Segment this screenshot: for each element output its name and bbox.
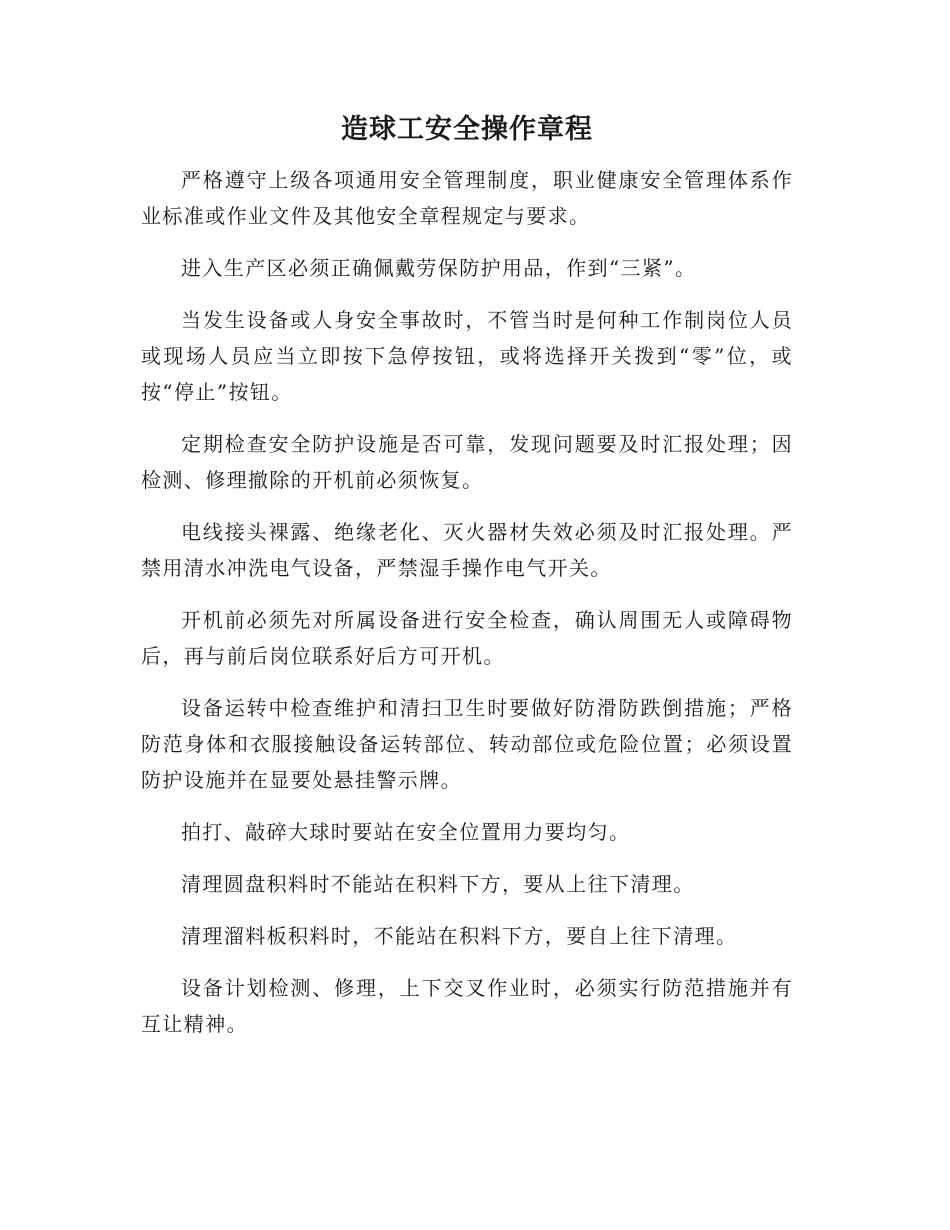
paragraph-3: 当发生设备或人身安全事故时，不管当时是何种工作制岗位人员或现场人员应当立即按下急停按钮，或将选择开关拨到“零”位，或按“停止”按钮。 [141,308,793,404]
document-title: 造球工安全操作章程 [341,114,593,145]
paragraph-8: 拍打、敲碎大球时要站在安全位置用力要均匀。 [181,820,631,844]
document-page [141,108,793,1058]
paragraph-4: 定期检查安全防护设施是否可靠，发现问题要及时汇报处理；因检测、修理撤除的开机前必须恢复。 [141,432,793,492]
paragraph-9: 清理圆盘积料时不能站在积料下方，要从上往下清理。 [181,872,695,896]
paragraph-5: 电线接头裸露、绝缘老化、灭火器材失效必须及时汇报处理。严禁用清水冲洗电气设备，严禁湿手操作电气开关。 [141,520,793,580]
paragraph-2: 进入生产区必须正确佩戴劳保防护用品，作到“三紧”。 [181,256,697,280]
paragraph-1: 严格遵守上级各项通用安全管理制度，职业健康安全管理体系作业标准或作业文件及其他安全章程规定与要求。 [141,168,793,228]
paragraph-6: 开机前必须先对所属设备进行安全检查，确认周围无人或障碍物后，再与前后岗位联系好后方可开机。 [141,608,793,668]
paragraph-7: 设备运转中检查维护和清扫卫生时要做好防滑防跌倒措施；严格防范身体和衣服接触设备运转部位、转动部位或危险位置；必须设置防护设施并在显要处悬挂警示牌。 [141,696,793,792]
paragraph-11: 设备计划检测、修理，上下交叉作业时，必须实行防范措施并有互让精神。 [141,976,793,1036]
paragraph-10: 清理溜料板积料时，不能站在积料下方，要自上往下清理。 [181,924,738,948]
